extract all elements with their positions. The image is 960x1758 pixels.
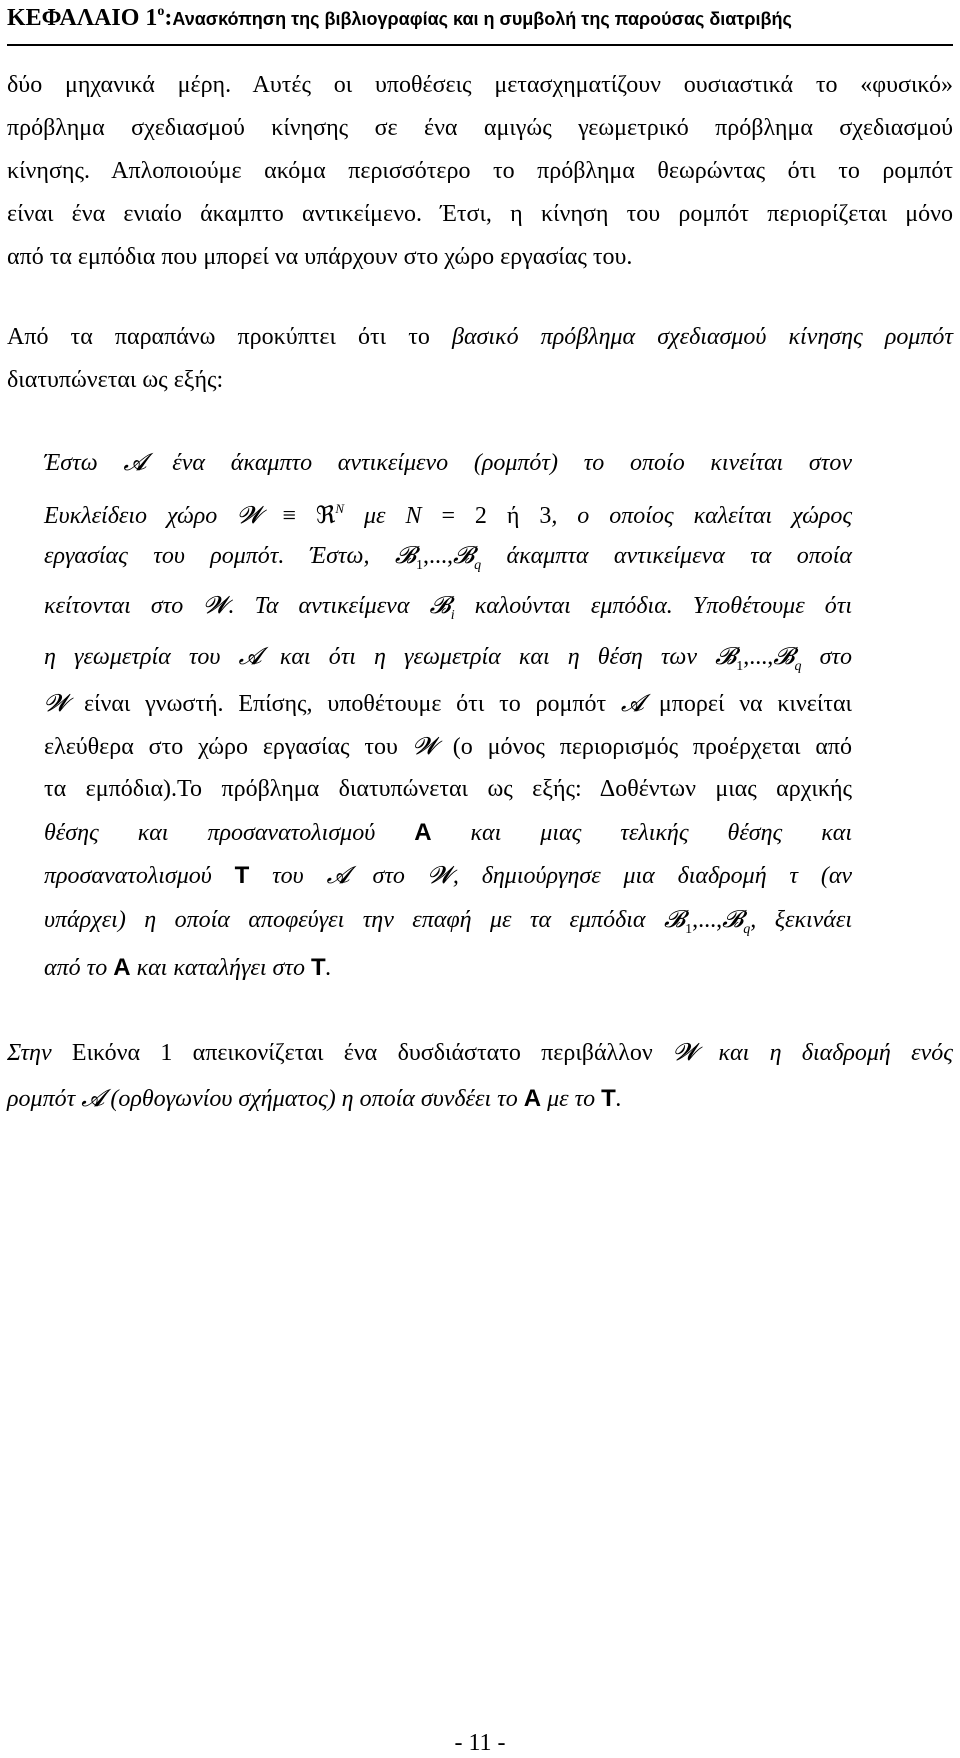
chapter-superscript: ο xyxy=(157,4,165,19)
definition-line xyxy=(44,732,852,762)
para3-text: ρομπότ xyxy=(7,1086,76,1112)
symbol-B: 𝓑 xyxy=(429,593,451,619)
para2-line: διατυπώνεται ως εξής: xyxy=(7,367,224,393)
para2-line xyxy=(7,322,953,352)
para3-line xyxy=(7,1084,953,1114)
header-colon: : xyxy=(164,5,173,31)
def-text: . xyxy=(325,955,332,981)
symbol-B: 𝓑 xyxy=(715,644,737,670)
def-text: προσανατολισμού xyxy=(44,863,212,889)
symbol-R: ℜ xyxy=(315,503,336,529)
def-text: και καταλήγει στο xyxy=(136,955,305,981)
subscript-1: 1 xyxy=(416,558,423,573)
definition-line xyxy=(44,689,852,719)
chapter-subtitle: Ανασκόπηση της βιβλιογραφίας και η συμβολή της παρούσας διατριβής xyxy=(172,9,792,29)
para3-line xyxy=(7,1038,953,1068)
symbol-W: 𝓦 xyxy=(44,691,70,717)
dots: ,..., xyxy=(743,644,774,670)
subscript-q: q xyxy=(743,922,751,937)
subscript-q: q xyxy=(474,558,482,573)
math-B-range xyxy=(715,644,802,674)
point-A: A xyxy=(523,1085,542,1112)
point-A: A xyxy=(414,819,432,846)
def-text: άκαμπτα αντικείμενα τα οποία xyxy=(506,543,853,569)
def-text: μπορεί να κινείται xyxy=(658,691,853,717)
definition-line xyxy=(44,448,852,478)
definition-line xyxy=(44,642,852,682)
definition-line xyxy=(44,953,852,983)
def-text: και μιας τελικής θέσης και xyxy=(470,820,853,846)
symbol-W: 𝓦 xyxy=(427,863,453,889)
page-number: - 11 - xyxy=(454,1730,506,1756)
def-text: στο xyxy=(372,863,405,889)
symbol-W: 𝓦 xyxy=(412,734,438,760)
intro-line: πρόβλημα σχεδιασμού κίνησης σε ένα αμιγώς γεωμετρικό πρόβλημα σχεδιασμού xyxy=(7,115,953,141)
symbol-W: 𝓦 xyxy=(237,503,263,529)
def-text: είναι γνωστή. Επίσης, υποθέτουμε ότι το ρομπότ xyxy=(83,691,607,717)
symbol-N: N xyxy=(405,503,422,529)
def-text: ένα άκαμπτο αντικείμενο (ρομπότ) το οποίο κινείται στον xyxy=(172,450,853,476)
symbol-A: 𝓐 xyxy=(238,644,262,670)
para2-emphasis: βασικό πρόβλημα σχεδιασμού κίνησης ρομπότ xyxy=(452,324,954,350)
para3-text: και η διαδρομή ενός xyxy=(718,1040,953,1066)
dots: ,..., xyxy=(423,543,453,569)
def-text: από το xyxy=(44,955,108,981)
symbol-A: 𝓐 xyxy=(123,450,147,476)
symbol-W: 𝓦 xyxy=(673,1040,699,1066)
point-A: A xyxy=(113,954,131,981)
superscript-N: N xyxy=(335,501,345,516)
def-text: κείτονται στο 𝓦. Τα αντικείμενα xyxy=(44,593,410,619)
math-N-equation xyxy=(405,503,551,529)
def-text: 𝓦, δημιούργησε μια διαδρομή τ (αν xyxy=(427,863,853,889)
para3-text: Εικόνα 1 απεικονίζεται ένα δυσδιάστατο περιβάλλον xyxy=(71,1040,653,1066)
symbol-B: 𝓑 xyxy=(773,644,795,670)
def-text: υπάρχει) η οποία αποφεύγει την επαφή με τα εμπόδια xyxy=(44,907,646,933)
def-text: με xyxy=(364,503,386,529)
intro-line: κίνησης. Απλοποιούμε ακόμα περισσότερο το πρόβλημα θεωρώντας ότι το ρομπότ xyxy=(7,158,953,184)
def-text: εργασίας του ρομπότ. Έστω, xyxy=(44,543,370,569)
symbol-A: 𝓐 xyxy=(81,1086,105,1112)
symbol-B: 𝓑 xyxy=(663,907,686,933)
math-B-i xyxy=(429,593,455,623)
dots: ,..., xyxy=(692,907,723,933)
math-B-range xyxy=(663,907,751,937)
subscript-q: q xyxy=(794,659,802,674)
def-text: η γεωμετρία του xyxy=(44,644,221,670)
definition-line xyxy=(44,541,852,581)
definition-line: τα εμπόδια).Το πρόβλημα διατυπώνεται ως εξής: Δοθέντων μιας αρχικής xyxy=(44,776,852,802)
def-text: και ότι η γεωμετρία και η θέση των xyxy=(279,644,698,670)
point-T: T xyxy=(310,954,326,981)
def-text: Ευκλείδειο χώρο xyxy=(44,503,218,529)
symbol-W: 𝓦 xyxy=(203,593,229,619)
subscript-1: 1 xyxy=(685,922,693,937)
def-text: στο xyxy=(819,644,852,670)
equiv-symbol: ≡ xyxy=(282,503,296,529)
chapter-header xyxy=(7,4,953,46)
definition-line xyxy=(44,494,852,531)
symbol-A: 𝓐 xyxy=(326,863,350,889)
def-text: (ο μόνος περιορισμός προέρχεται από xyxy=(452,734,853,760)
math-W-equiv-R xyxy=(237,503,344,529)
equation-value: = 2 ή 3 xyxy=(441,503,552,529)
para3-text: Στην xyxy=(7,1040,52,1066)
point-T: T xyxy=(234,862,250,889)
def-text: θέσης και προσανατολισμού xyxy=(44,820,376,846)
subscript-1: 1 xyxy=(736,659,744,674)
def-text: ελεύθερα στο χώρο εργασίας του 𝓦 xyxy=(44,734,438,760)
def-text: Έστω xyxy=(44,450,98,476)
def-text: , ξεκινάει xyxy=(750,907,853,933)
point-T: T xyxy=(601,1085,616,1112)
intro-line: από τα εμπόδια που μπορεί να υπάρχουν στο χώρο εργασίας του. xyxy=(7,244,633,270)
math-B-range xyxy=(394,543,482,573)
def-text: καλούνται εμπόδια. Υποθέτουμε ότι xyxy=(474,593,853,619)
symbol-B: 𝓑 xyxy=(453,543,475,569)
definition-line xyxy=(44,861,852,891)
definition-line xyxy=(44,905,852,945)
symbol-A: 𝓐 xyxy=(620,691,645,717)
subscript-i: i xyxy=(450,608,455,623)
symbol-B: 𝓑 xyxy=(722,907,744,933)
para2-text: Από τα παραπάνω προκύπτει ότι το xyxy=(7,324,430,350)
definition-line xyxy=(44,818,852,848)
intro-line: δύο μηχανικά μέρη. Αυτές οι υποθέσεις μετασχηματίζουν ουσιαστικά το «φυσικό» xyxy=(7,72,953,98)
intro-line: είναι ένα ενιαίο άκαμπτο αντικείμενο. Έτσι, η κίνηση του ρομπότ περιορίζεται μόνο xyxy=(7,201,953,227)
chapter-label: ΚΕΦΑΛΑΙΟ 1 xyxy=(7,5,158,31)
def-text: του xyxy=(272,863,304,889)
para3-text: . xyxy=(615,1086,622,1112)
symbol-B: 𝓑 xyxy=(394,543,416,569)
definition-line xyxy=(44,591,852,631)
def-text: , ο οποίος καλείται χώρος xyxy=(551,503,853,529)
para3-text: με το xyxy=(547,1086,596,1112)
para3-text: (ορθογωνίου σχήματος) η οποία συνδέει το xyxy=(110,1086,518,1112)
